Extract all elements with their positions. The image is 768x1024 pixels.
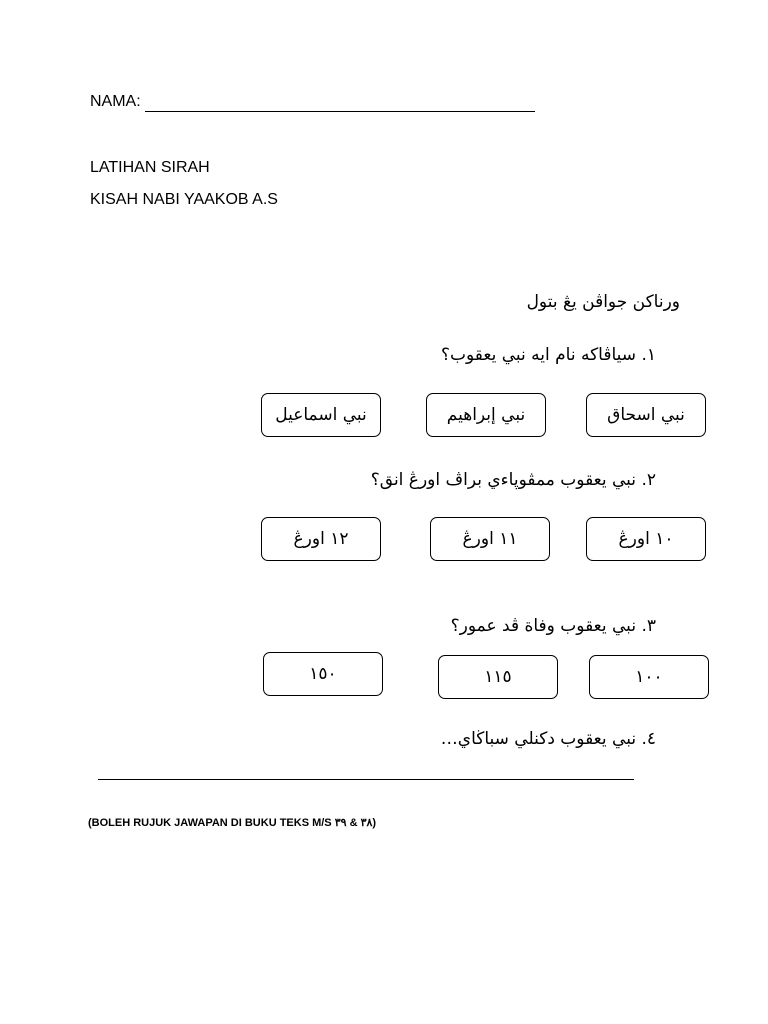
q3-option-3[interactable]: ١٥٠ (263, 652, 383, 696)
name-label: NAMA: (90, 93, 141, 110)
question-4: ٤. نبي يعقوب دكنلي سباڬاي… (440, 729, 656, 749)
q1-option-3[interactable]: نبي اسماعيل (261, 393, 381, 437)
q3-option-2[interactable]: ١١٥ (438, 655, 558, 699)
worksheet-subtitle: KISAH NABI YAAKOB A.S (90, 191, 278, 208)
q3-option-1[interactable]: ١٠٠ (589, 655, 709, 699)
q4-answer-line[interactable] (98, 779, 634, 780)
instruction-text: ورناكن جواڤن يڠ بتول (526, 292, 680, 312)
question-1: ١. سياڤاكه نام ايه نبي يعقوب؟ (440, 345, 656, 365)
question-2: ٢. نبي يعقوب ممڤوڽاءي براڤ اورڠ انق؟ (370, 470, 656, 490)
worksheet-title: LATIHAN SIRAH (90, 159, 210, 176)
q1-option-2[interactable]: نبي إبراهيم (426, 393, 546, 437)
q2-option-1[interactable]: ١٠ اورڠ (586, 517, 706, 561)
q2-option-3[interactable]: ١٢ اورڠ (261, 517, 381, 561)
name-blank-line[interactable] (145, 111, 535, 112)
q1-option-1[interactable]: نبي اسحاق (586, 393, 706, 437)
question-3: ٣. نبي يعقوب وفاة ڤد عمور؟ (450, 616, 656, 636)
q2-option-2[interactable]: ١١ اورڠ (430, 517, 550, 561)
reference-note: (BOLEH RUJUK JAWAPAN DI BUKU TEKS M/S ٣٨ & ٣٩) (88, 817, 377, 829)
